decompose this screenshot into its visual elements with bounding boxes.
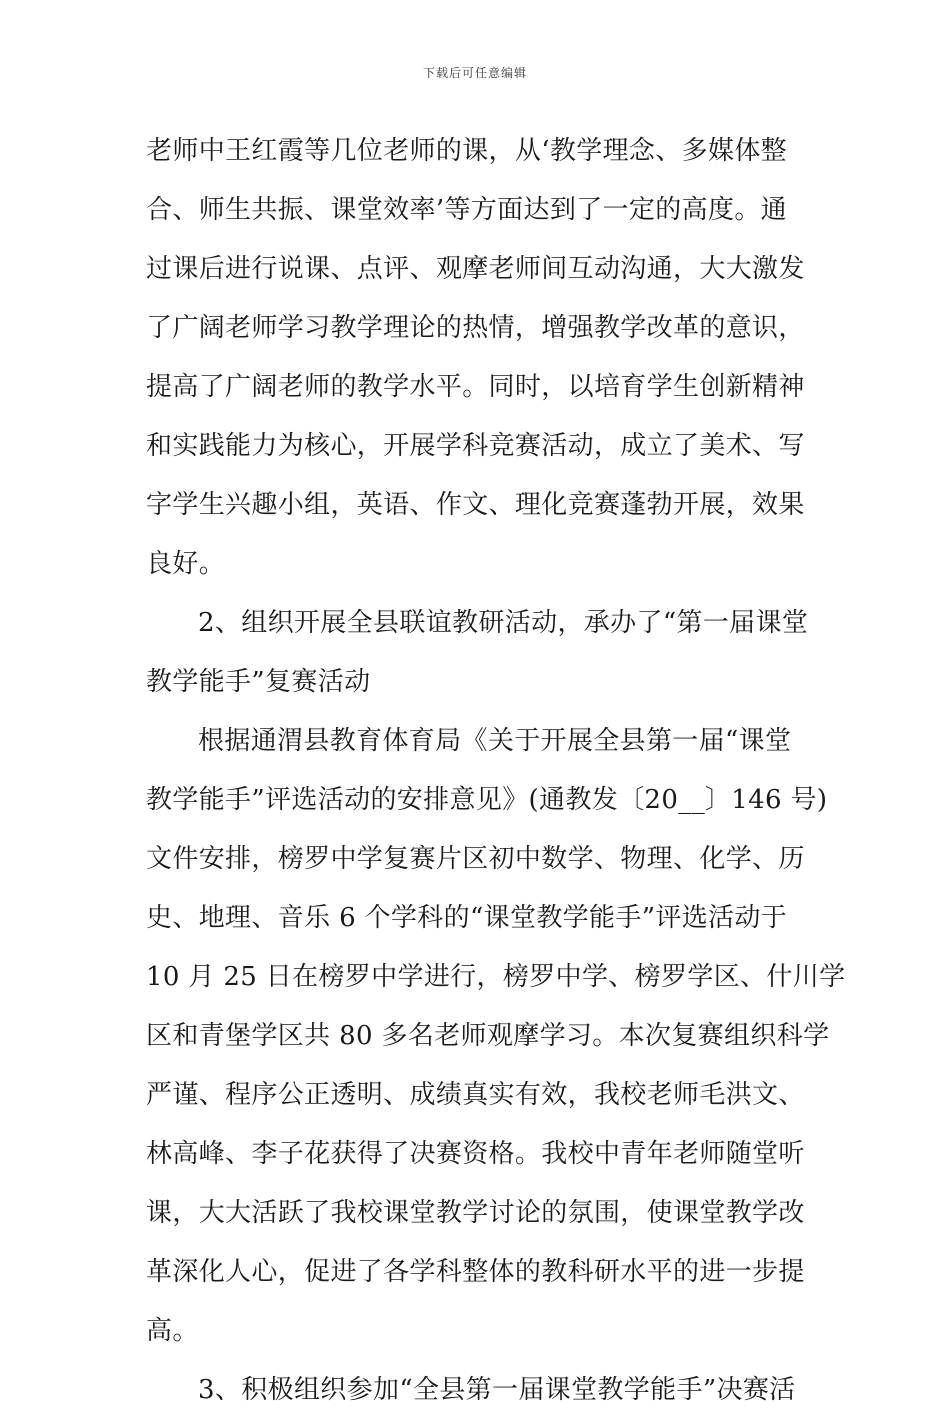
section-heading-3: 3、积极组织参加“全县第一届课堂教学能手”决赛活 [198,1375,796,1405]
text-line: 教学能手”评选活动的安排意见》(通教发〔20__〕146 号) [146,785,828,815]
text-line: 史、地理、音乐 6 个学科的“课堂教学能手”评选活动于 [146,903,788,933]
section-heading-2-cont: 教学能手”复赛活动 [146,667,371,697]
section-heading-2: 2、组织开展全县联谊教研活动，承办了“第一届课堂 [198,608,809,638]
text-line: 和实践能力为核心，开展学科竞赛活动，成立了美术、写 [146,431,805,461]
text-line: 高。 [146,1316,199,1346]
text-line: 课，大大活跃了我校课堂教学讨论的氛围，使课堂教学改 [146,1198,805,1228]
text-line: 10 月 25 日在榜罗中学进行，榜罗中学、榜罗学区、什川学 [146,962,846,992]
text-line: 革深化人心，促进了各学科整体的教科研水平的进一步提 [146,1257,805,1287]
document-body [146,122,846,1420]
text-line: 林高峰、李子花获得了决赛资格。我校中青年老师随堂听 [146,1139,805,1169]
text-line: 文件安排，榜罗中学复赛片区初中数学、物理、化学、历 [146,844,805,874]
text-line: 区和青堡学区共 80 多名老师观摩学习。本次复赛组织科学 [146,1021,830,1051]
text-line: 字学生兴趣小组，英语、作文、理化竞赛蓬勃开展，效果 [146,490,805,520]
paragraph-start: 根据通渭县教育体育局《关于开展全县第一届“课堂 [198,726,792,756]
text-line: 合、师生共振、课堂效率’等方面达到了一定的高度。通 [146,195,788,225]
page-header: 下载后可任意编辑 [422,66,527,80]
text-line: 老师中王红霞等几位老师的课，从‘教学理念、多媒体整 [146,136,788,166]
text-line: 了广阔老师学习教学理论的热情，增强教学改革的意识， [146,313,805,343]
text-line: 严谨、程序公正透明、成绩真实有效，我校老师毛洪文、 [146,1080,805,1110]
text-line: 良好。 [146,549,226,579]
text-line: 提高了广阔老师的教学水平。同时，以培育学生创新精神 [146,372,805,402]
text-line: 过课后进行说课、点评、观摩老师间互动沟通，大大激发 [146,254,805,284]
